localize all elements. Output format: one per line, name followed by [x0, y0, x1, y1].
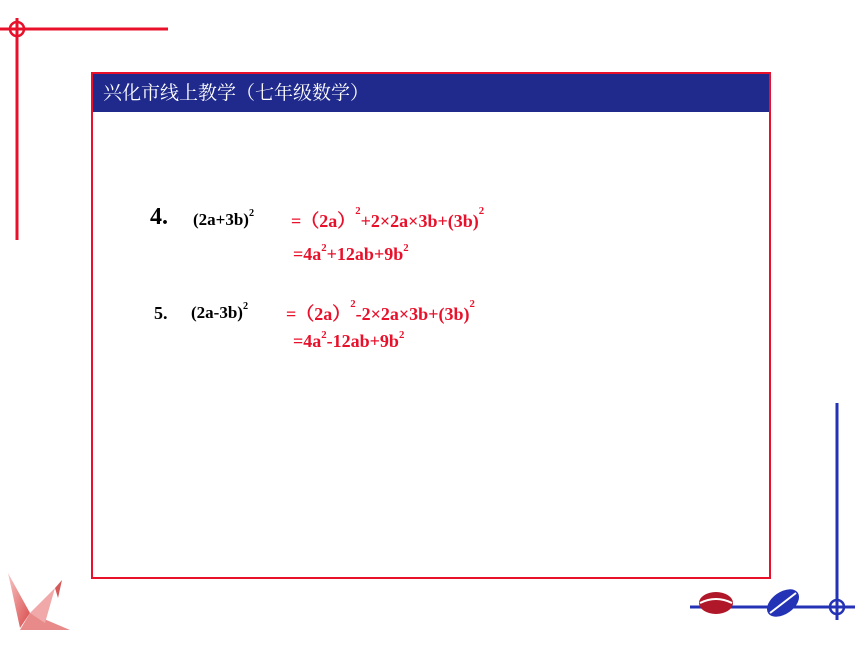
problem-5-expansion-line2: $=4a^2-12ab+9b^2$: [293, 329, 405, 351]
problem-4-expression: $(2a+3b)^2$: [193, 208, 255, 229]
problem-5-expression: $(2a-3b)^2$: [191, 301, 249, 322]
blue-leaf-icon: [762, 584, 804, 623]
problem-5-number: 5.: [154, 303, 168, 323]
paper-crane-icon: [0, 568, 80, 645]
problem-4-expansion-line2: $=4a^2+12ab+9b^2$: [293, 242, 409, 264]
problem-5-expansion-line1: $=(2a)^2-2\times 2a\times 3b+(3b)^2$: [286, 298, 475, 324]
problem-4-number: 4.: [150, 204, 168, 230]
red-bean-icon: [699, 592, 733, 614]
page-title: 兴化市线上教学（七年级数学）: [103, 82, 370, 104]
title-bar: [93, 74, 769, 112]
slide-frame: [91, 72, 771, 579]
problem-4-expansion-line1: $=(2a)^2+2\times 2a\times 3b+(3b)^2$: [291, 205, 485, 231]
